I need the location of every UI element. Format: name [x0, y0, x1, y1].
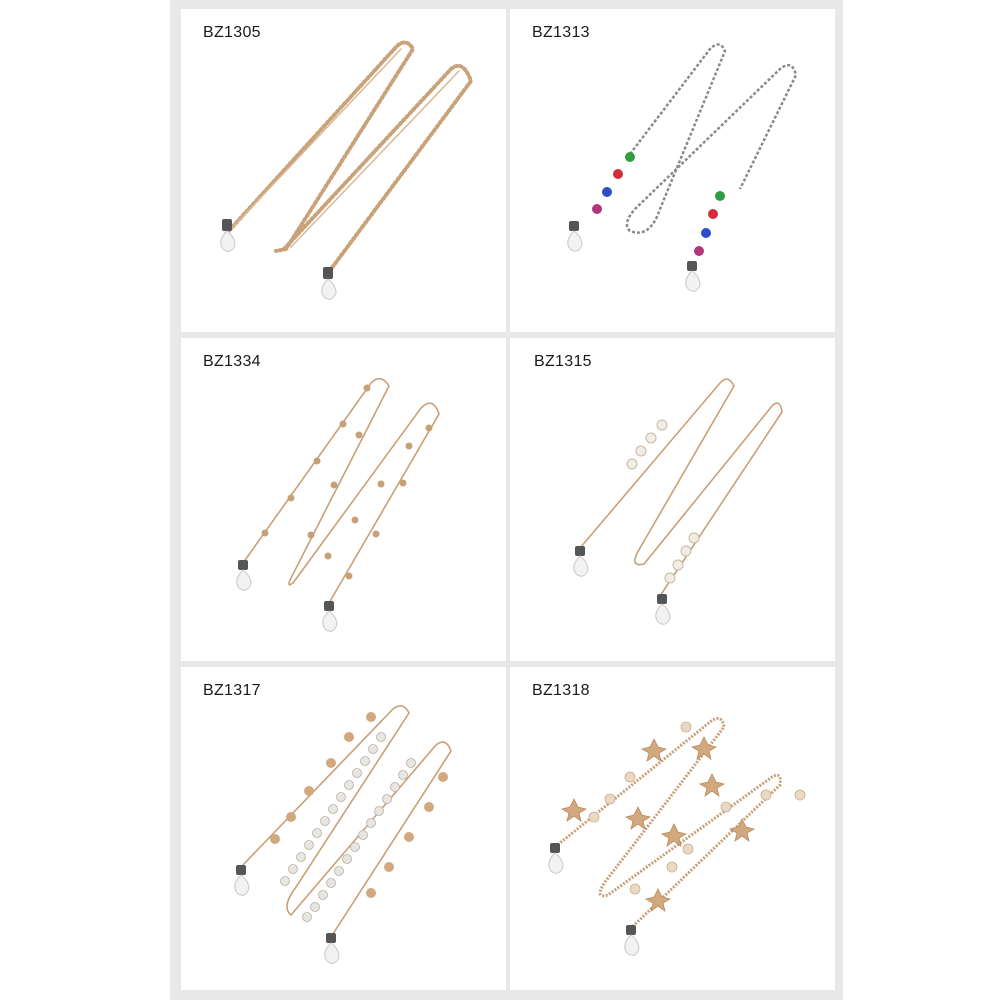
product-code: BZ1313: [532, 24, 590, 41]
product-card-bz1334[interactable]: [181, 338, 506, 661]
glasses-chain-image: [510, 338, 835, 661]
product-code: BZ1317: [203, 682, 261, 699]
product-card-bz1318[interactable]: [510, 667, 835, 990]
product-code: BZ1318: [532, 682, 590, 699]
product-card-bz1317[interactable]: [181, 667, 506, 990]
product-card-bz1305[interactable]: [181, 9, 506, 332]
product-grid: [170, 0, 843, 1000]
glasses-chain-image: [510, 9, 835, 332]
product-code: BZ1334: [203, 353, 261, 370]
product-card-bz1315[interactable]: [510, 338, 835, 661]
glasses-chain-image: [181, 9, 506, 332]
glasses-chain-image: [181, 338, 506, 661]
product-code: BZ1305: [203, 24, 261, 41]
product-card-bz1313[interactable]: [510, 9, 835, 332]
glasses-chain-image: [181, 667, 506, 990]
product-code: BZ1315: [534, 353, 592, 370]
glasses-chain-image: [510, 667, 835, 990]
